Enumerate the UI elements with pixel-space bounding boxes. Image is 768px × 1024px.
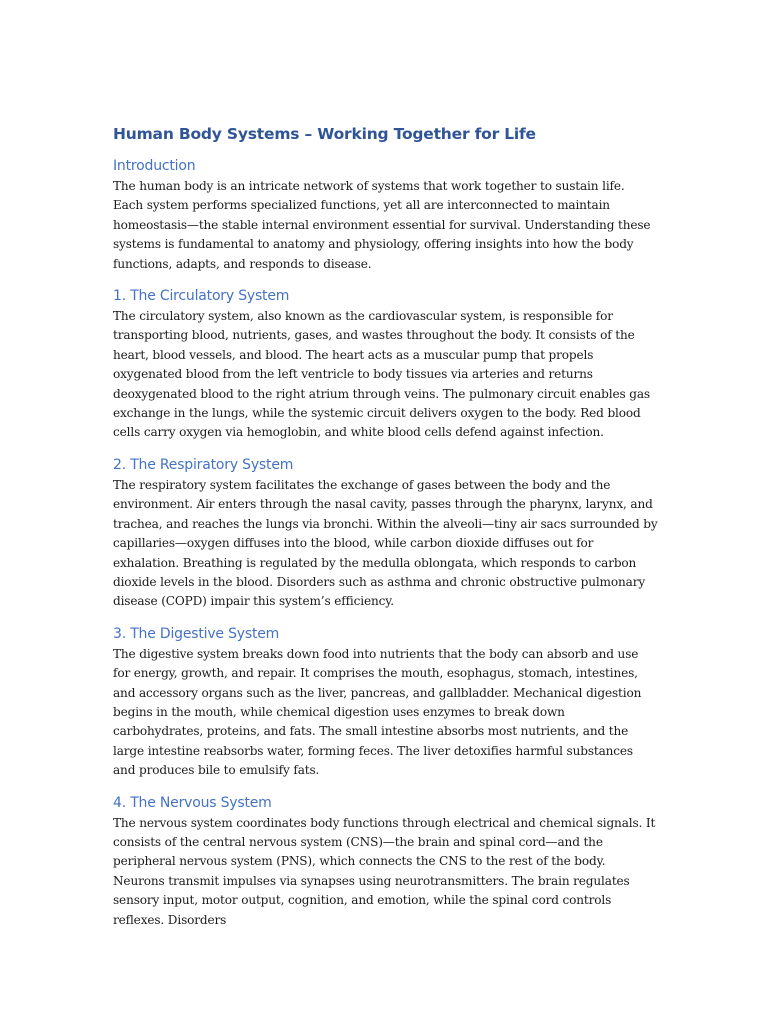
respiratory-system-paragraph: The respiratory system facilitates the exchange of gases between the body and the environment. Air enters through the nasal cavity, passes through the pharynx, larynx, and trachea, and reaches the lungs via bronchi. Within the alveoli—tiny air sacs surrounded by capillaries—oxygen diffuses into the blood, while carbon dioxide diffuses out for exhalation. Breathing is regulated by the medulla oblongata, which responds to carbon dioxide levels in the blood. Disorders such as asthma and chronic obstructive pulmonary disease (COPD) impair this system’s efficiency. — [113, 477, 658, 609]
digestive-system-heading: 3. The Digestive System — [113, 625, 280, 642]
nervous-system-paragraph: The nervous system coordinates body functions through electrical and chemical signals. It consists of the central nervous system (CNS)—the brain and spinal cord—and the peripheral nervous system (PNS), which connects the CNS to the rest of the body. Neurons transmit impulses via synapses using neurotransmitters. The brain regulates sensory input, motor output, cognition, and emotion, while the spinal cord controls reflexes. Disorders — [113, 815, 656, 927]
page-title: Human Body Systems – Working Together for Life — [113, 125, 536, 143]
introduction-heading: Introduction — [113, 158, 196, 174]
introduction-paragraph: The human body is an intricate network of systems that work together to sustain life. Each system performs specialized functions, yet all are interconnected to maintain homeostasis—the stable internal environment essential for survival. Understanding these systems is fundamental to anatomy and physiology, offering insights into how the body functions, adapts, and responds to disease. — [113, 179, 651, 271]
circulatory-system-paragraph: The circulatory system, also known as the cardiovascular system, is responsible for transporting blood, nutrients, gases, and wastes throughout the body. It consists of the heart, blood vessels, and blood. The heart acts as a muscular pump that propels oxygenated blood from the left ventricle to body tissues via arteries and returns deoxygenated blood to the right atrium through veins. The pulmonary circuit enables gas exchange in the lungs, while the systemic circuit delivers oxygen to the body. Red blood cells carry oxygen via hemoglobin, and white blood cells defend against infection. — [113, 309, 650, 440]
respiratory-system-heading: 2. The Respiratory System — [113, 456, 294, 473]
circulatory-system-heading: 1. The Circulatory System — [113, 288, 290, 305]
nervous-system-heading: 4. The Nervous System — [113, 794, 272, 811]
digestive-system-paragraph: The digestive system breaks down food into nutrients that the body can absorb and use for energy, growth, and repair. It comprises the mouth, esophagus, stomach, intestines, and accessory organs such as the liver, pancreas, and gallbladder. Mechanical digestion begins in the mouth, while chemical digestion uses enzymes to break down carbohydrates, proteins, and fats. The small intestine absorbs most nutrients, and the large intestine reabsorbs water, forming feces. The liver detoxifies harmful substances and produces bile to emulsify fats. — [113, 646, 642, 778]
